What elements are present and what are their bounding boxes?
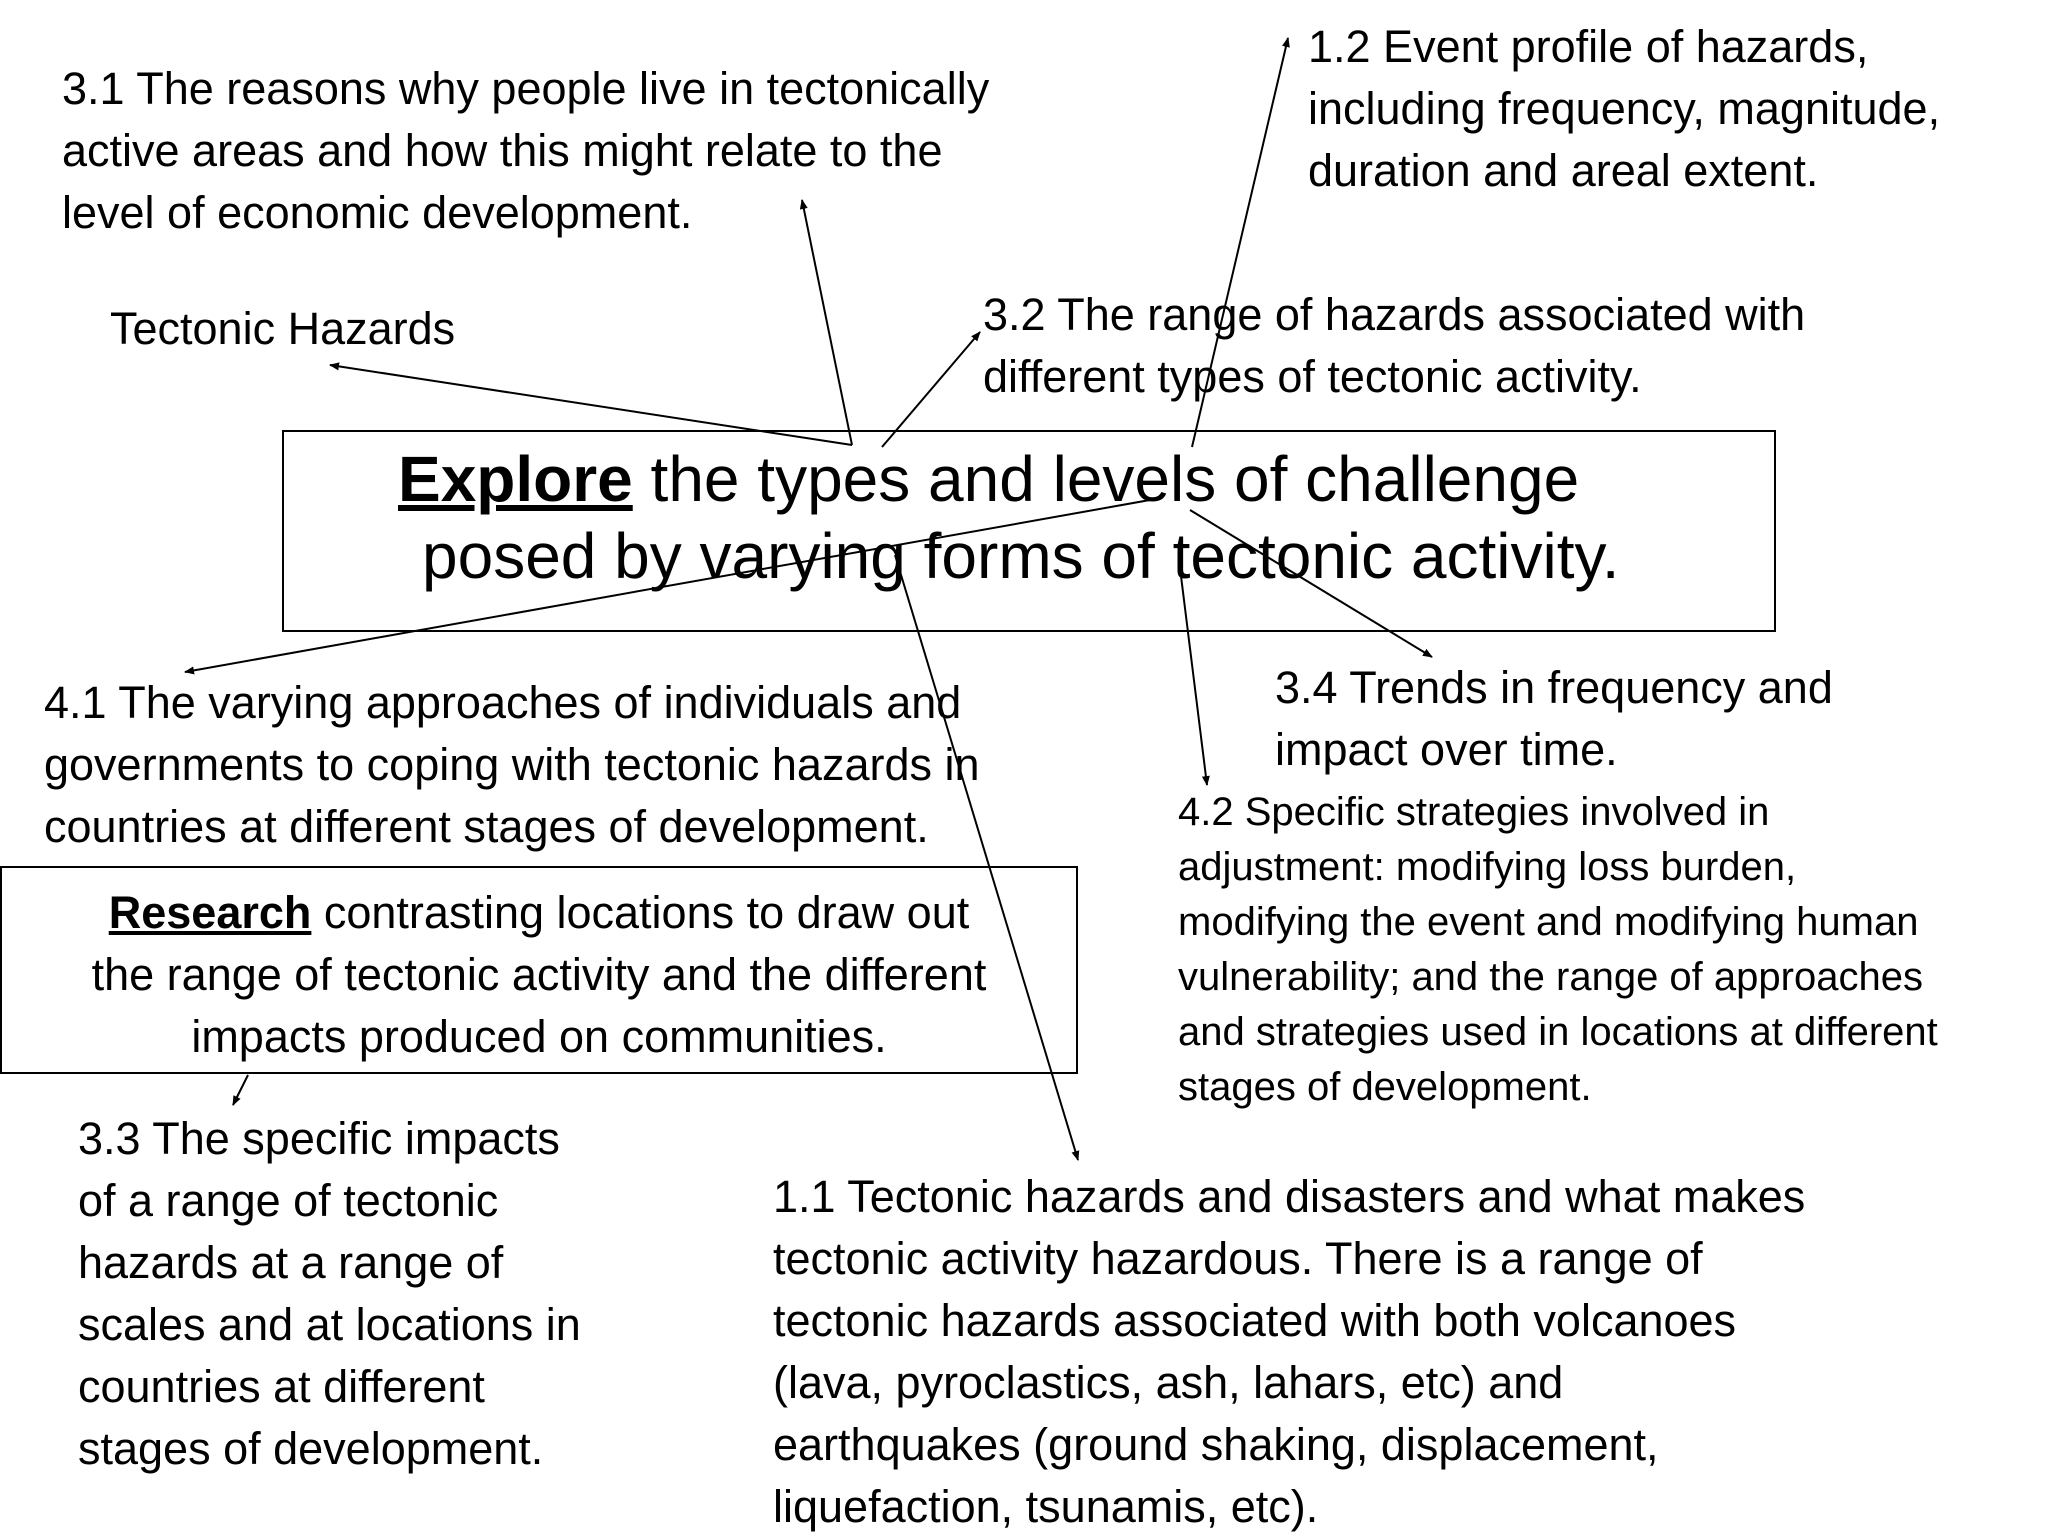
node-4-2-line: stages of development. (1178, 1065, 1592, 1109)
node-4-1-line: countries at different stages of development. (44, 801, 929, 852)
node-1-1-line: tectonic activity hazardous. There is a range of (773, 1233, 1703, 1284)
node-4-2 (1178, 785, 1938, 1115)
node-4-2-line: 4.2 Specific strategies involved in (1178, 790, 1770, 834)
explore-line-1-rest: the types and levels of challenge (632, 443, 1580, 515)
node-3-1-line: level of economic development. (62, 187, 693, 238)
explore-keyword: Explore (398, 443, 633, 515)
node-3-3-line: scales and at locations in (78, 1299, 581, 1350)
node-1-1-line: tectonic hazards associated with both volcanoes (773, 1295, 1737, 1346)
node-1-1-line: (lava, pyroclastics, ash, lahars, etc) and (773, 1357, 1564, 1408)
node-3-4 (1275, 657, 1833, 781)
node-3-3 (78, 1108, 581, 1480)
node-1-2-line: 1.2 Event profile of hazards, (1308, 21, 1869, 72)
node-1-1-line: 1.1 Tectonic hazards and disasters and what makes (773, 1171, 1806, 1222)
node-4-2-line: vulnerability; and the range of approaches (1178, 955, 1923, 999)
node-3-1 (62, 58, 989, 244)
node-4-2-line: adjustment: modifying loss burden, (1178, 845, 1797, 889)
explore-line-1 (398, 441, 1579, 518)
research-keyword: Research (108, 887, 312, 938)
node-1-1-line: earthquakes (ground shaking, displacement, (773, 1419, 1659, 1470)
research-line-3: impacts produced on communities. (191, 1011, 887, 1062)
explore-line-2: posed by varying forms of tectonic activity. (422, 520, 1620, 592)
node-3-3-line: 3.3 The specific impacts (78, 1113, 560, 1164)
node-4-2-line: modifying the event and modifying human (1178, 900, 1919, 944)
node-1-1 (773, 1166, 1805, 1538)
node-3-2-line: different types of tectonic activity. (983, 351, 1642, 402)
node-3-4-line: 3.4 Trends in frequency and (1275, 662, 1833, 713)
node-3-2 (983, 284, 1805, 408)
research-text (0, 882, 1078, 1068)
node-4-2-line: and strategies used in locations at different (1178, 1010, 1938, 1054)
node-1-1-line: liquefaction, tsunamis, etc). (773, 1481, 1319, 1532)
diagram-title: Tectonic Hazards (110, 303, 456, 354)
node-3-3-line: hazards at a range of (78, 1237, 504, 1288)
research-line-1-rest: contrasting locations to draw out (311, 887, 970, 938)
node-3-2-line: 3.2 The range of hazards associated with (983, 289, 1806, 340)
node-4-1 (44, 672, 980, 858)
node-3-3-line: countries at different (78, 1361, 485, 1412)
node-4-1-line: 4.1 The varying approaches of individuals and (44, 677, 962, 728)
node-1-2-line: including frequency, magnitude, (1308, 83, 1941, 134)
research-line-1 (0, 882, 1078, 944)
node-3-1-line: active areas and how this might relate to the (62, 125, 943, 176)
research-line-2: the range of tectonic activity and the different (91, 949, 987, 1000)
node-3-4-line: impact over time. (1275, 724, 1618, 775)
arrow-to-3-3 (233, 1075, 248, 1105)
node-1-2-line: duration and areal extent. (1308, 145, 1819, 196)
node-3-1-line: 3.1 The reasons why people live in tectonically (62, 63, 990, 114)
node-3-3-line: stages of development. (78, 1423, 544, 1474)
node-4-1-line: governments to coping with tectonic hazards in (44, 739, 980, 790)
node-1-2 (1308, 16, 1940, 202)
node-3-3-line: of a range of tectonic (78, 1175, 499, 1226)
